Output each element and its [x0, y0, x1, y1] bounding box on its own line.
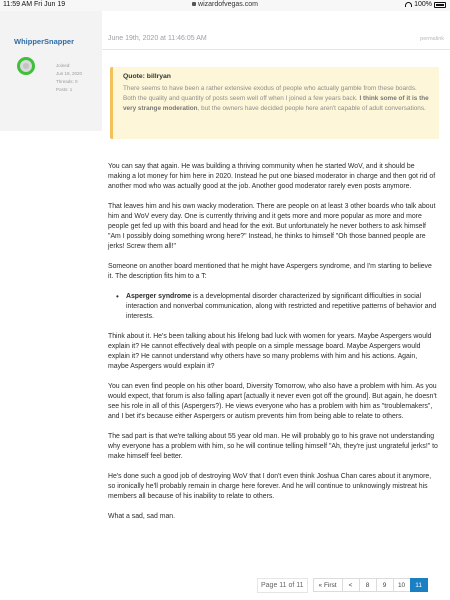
page-8-button[interactable]: 8	[359, 578, 377, 592]
wifi-icon	[405, 2, 412, 7]
bullet-text: is a developmental disorder characterized by significant difficulties in social interaction and nonverbal communication, along with restricted and repetitive patterns of behavior and interests.	[126, 293, 437, 320]
status-icons	[405, 1, 446, 8]
bullet-list	[118, 292, 438, 322]
page-info: Page 11 of 11	[257, 578, 308, 593]
post-paragraph: What a sad, sad man.	[108, 513, 176, 520]
post-paragraph: Someone on another board mentioned that he might have Aspergers syndrome, and I'm starting to believe it. The description fits him to a T:	[108, 263, 432, 280]
lock-icon	[192, 2, 196, 6]
list-item	[118, 292, 438, 322]
joined-label: Joined:	[56, 63, 71, 68]
first-page-button[interactable]: « First	[313, 578, 343, 592]
threads-count: Threads: 0	[56, 79, 78, 84]
post-paragraph: The sad part is that we're talking about 55 year old man. He will probably go to his grave not understanding why everyone has a problem with him, so he will continue telling himself "Ah, they're just ungrateful jerks!" to make himself feel better.	[108, 433, 438, 460]
post-paragraph: That leaves him and his own wacky moderation. There are people on at least 3 other boards who talk about him and WoV every day. One is currently thriving and it gets more and more popular as more and more people get fed up with this board and head for the exit. But unfortunately he never bothers to ask himself "Am I possibly doing something wrong here?" Instead, he thinks to himself "Oh those banned people are jerks! Screw them all!"	[108, 203, 436, 250]
username-link[interactable]: WhipperSnapper	[14, 37, 75, 46]
user-panel	[0, 11, 102, 131]
post-paragraph: He's done such a good job of destroying WoV that I don't even think Joshua Chan cares about it anymore, so ironically he'll probably remain in charge here forever. And he will continue to unknowingly mistreat his members all because of his inability to relate to others.	[108, 473, 432, 500]
quote-title: Quote: billryan	[123, 73, 171, 80]
prev-page-button[interactable]: <	[342, 578, 360, 592]
post-date: June 19th, 2020 at 11:46:05 AM	[108, 35, 207, 42]
address-bar[interactable]	[0, 1, 450, 8]
battery-percent: 100%	[414, 1, 432, 8]
joined-date: Jun 18, 2020	[56, 71, 83, 76]
forum-post	[0, 11, 450, 600]
post-body	[108, 162, 438, 532]
pagination	[257, 578, 428, 592]
bullet-bold-text: Asperger syndrome	[126, 293, 192, 300]
quote-text	[123, 84, 431, 114]
header-divider	[102, 49, 450, 50]
quote-box	[110, 67, 439, 139]
quote-text-part: , but the owners have decided people here aren't capable of adult conversations.	[197, 105, 426, 112]
posts-count: Posts: 1	[56, 87, 73, 92]
avatar[interactable]	[17, 57, 35, 75]
url-text: wizardofvegas.com	[198, 1, 258, 8]
status-bar	[0, 0, 450, 11]
post-paragraph: Think about it. He's been talking about his lifelong bad luck with women for years. Maybe Aspergers would explain it? He cannot effectively deal with people on a simple message board. Maybe Aspergers would explain it? He cannot understand why others have so many problems with him and his actions. Again, maybe Aspergers would explain it?	[108, 333, 432, 370]
user-meta	[56, 62, 82, 94]
post-paragraph: You can even find people on his other board, Diversity Tomorrow, who also have a problem with him. As you would expect, that forum is also falling apart [actually it never even got off the ground]. But again, he doesn't see his role in all of this (Aspergers?). He views everyone who has a problem with him as "troublemakers", and I bet it's because either Aspergers or autism prevents him from being able to relate to others.	[108, 383, 437, 420]
current-page-button[interactable]: 11	[410, 578, 428, 592]
page-10-button[interactable]: 10	[393, 578, 411, 592]
battery-icon	[434, 2, 446, 8]
post-paragraph: You can say that again. He was building a thriving community when he started WoV, and it should be making a lot money for him here in 2020. Instead he put one biased moderator in charge and then got rid of another mod who was actually good at the job. Another good moderator rarely even posts anymore.	[108, 163, 436, 190]
page-9-button[interactable]: 9	[376, 578, 394, 592]
permalink-link[interactable]: permalink	[420, 36, 444, 42]
quote-bold-text: I think some of it is the very strange moderation	[123, 95, 429, 112]
quote-text-part: There seems to have been a rather extensive exodus of people who actually gamble from these boards. Both the quality and quantity of posts seem well off when I joined a few years back.	[123, 85, 417, 102]
status-time: 11:59 AM Fri Jun 19	[3, 1, 66, 8]
